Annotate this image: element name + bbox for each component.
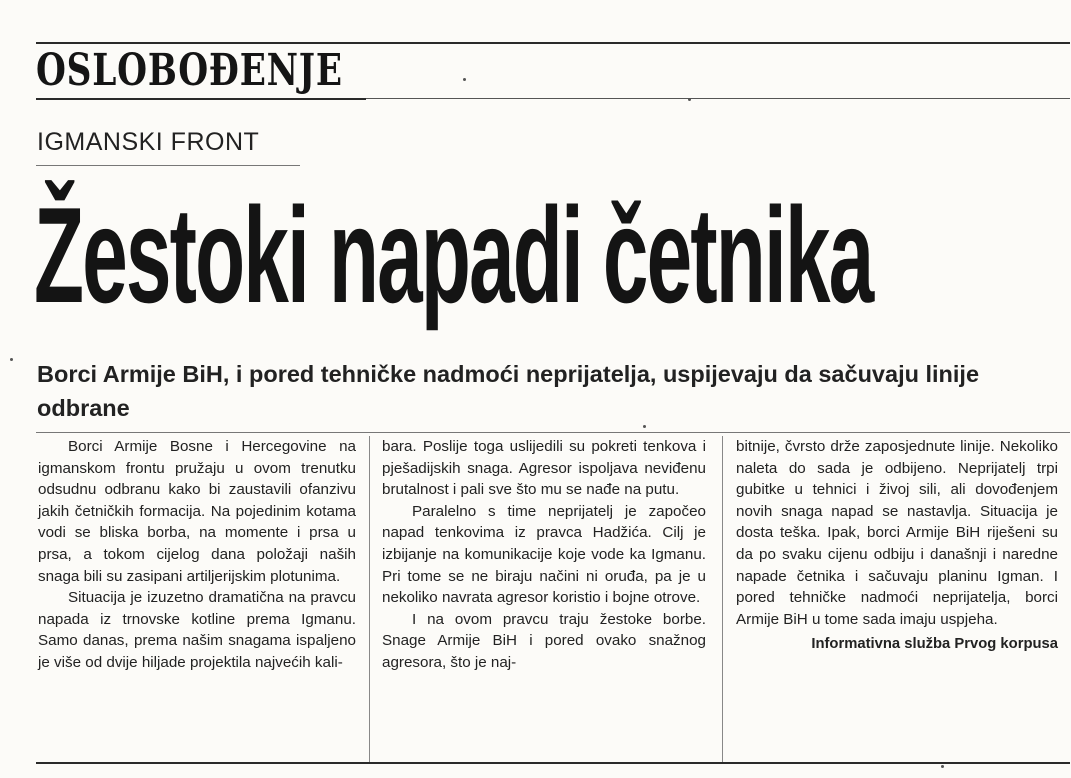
masthead: OSLOBOĐENJE bbox=[36, 45, 343, 96]
paragraph: Situacija je izuzetno dramatična na pravcu napada iz trnovske kotline prema Igmanu. Samo danas, prema našim snagama ispaljeno je više od dvije hiljade projektila najvećih kali- bbox=[38, 589, 356, 671]
print-speck bbox=[643, 425, 646, 428]
headline: Žestoki napadi četnika bbox=[34, 179, 873, 331]
article-column-3 bbox=[736, 436, 1058, 655]
column-divider bbox=[369, 436, 370, 762]
header-rule bbox=[366, 98, 1070, 99]
column-divider bbox=[722, 436, 723, 762]
print-speck bbox=[10, 358, 13, 361]
deck-rule bbox=[36, 432, 1070, 433]
bottom-rule bbox=[36, 762, 1070, 764]
article-column-2 bbox=[382, 436, 706, 674]
print-speck bbox=[688, 98, 691, 101]
paragraph: Paralelno s time neprijatelj je započeo napad tenkovima iz pravca Hadžića. Cilj je izbijanje na komunikacije koje vode ka Igmanu. Pri tome se ne biraju načini ni oruđa, pa je u nekoliko navrata agresor koristio i bojne otrove. bbox=[382, 502, 706, 607]
deck-subheadline: Borci Armije BiH, i pored tehničke nadmoći neprijatelja, uspijevaju da sačuvaju linije odbrane bbox=[37, 361, 980, 421]
print-speck bbox=[463, 78, 466, 81]
paragraph: bitnije, čvrsto drže zaposjednute linije. Nekoliko naleta do sada je odbijeno. Neprijatelj trpi gubitke u tehnici i živoj sili, ali dovođenjem novih snaga napad se nastavlja. Situacija je dosta teška. Ipak, borci Armije BiH riješeni su da po svaku cijenu odbiju i današnji i naredne napade četnika i sačuvaju planinu Igman. I pored tehničke nadmoći neprijatelja, borci Armije BiH u tome sada imaju uspjeha. bbox=[736, 438, 1058, 628]
paragraph: Borci Armije Bosne i Hercegovine na igmanskom frontu pružaju u ovom trenutku odsudnu odbranu kako bi zaustavili ofanzivu jakih četničkih formacija. Na pojedinim kotama vodi se bliska borba, na momente i prsa u prsa, a tokom cijelog dana položaji naših snaga bili su zasipani artiljerijskim plotunima. bbox=[38, 438, 356, 585]
paragraph: I na ovom pravcu traju žestoke borbe. Snage Armije BiH i pored ovako snažnog agresora, što je naj- bbox=[382, 610, 706, 671]
print-speck bbox=[941, 765, 944, 768]
section-rubric: IGMANSKI FRONT bbox=[37, 128, 260, 156]
masthead-underline bbox=[36, 98, 366, 100]
paragraph: bara. Poslije toga uslijedili su pokreti tenkova i pješadijskih snaga. Agresor ispoljava neviđenu brutalnost i pali sve što mu se nađe na putu. bbox=[382, 438, 706, 499]
article-column-1 bbox=[38, 436, 356, 674]
rubric-underline bbox=[36, 165, 300, 166]
author-signature: Informativna služba Prvog korpusa bbox=[811, 636, 1058, 653]
